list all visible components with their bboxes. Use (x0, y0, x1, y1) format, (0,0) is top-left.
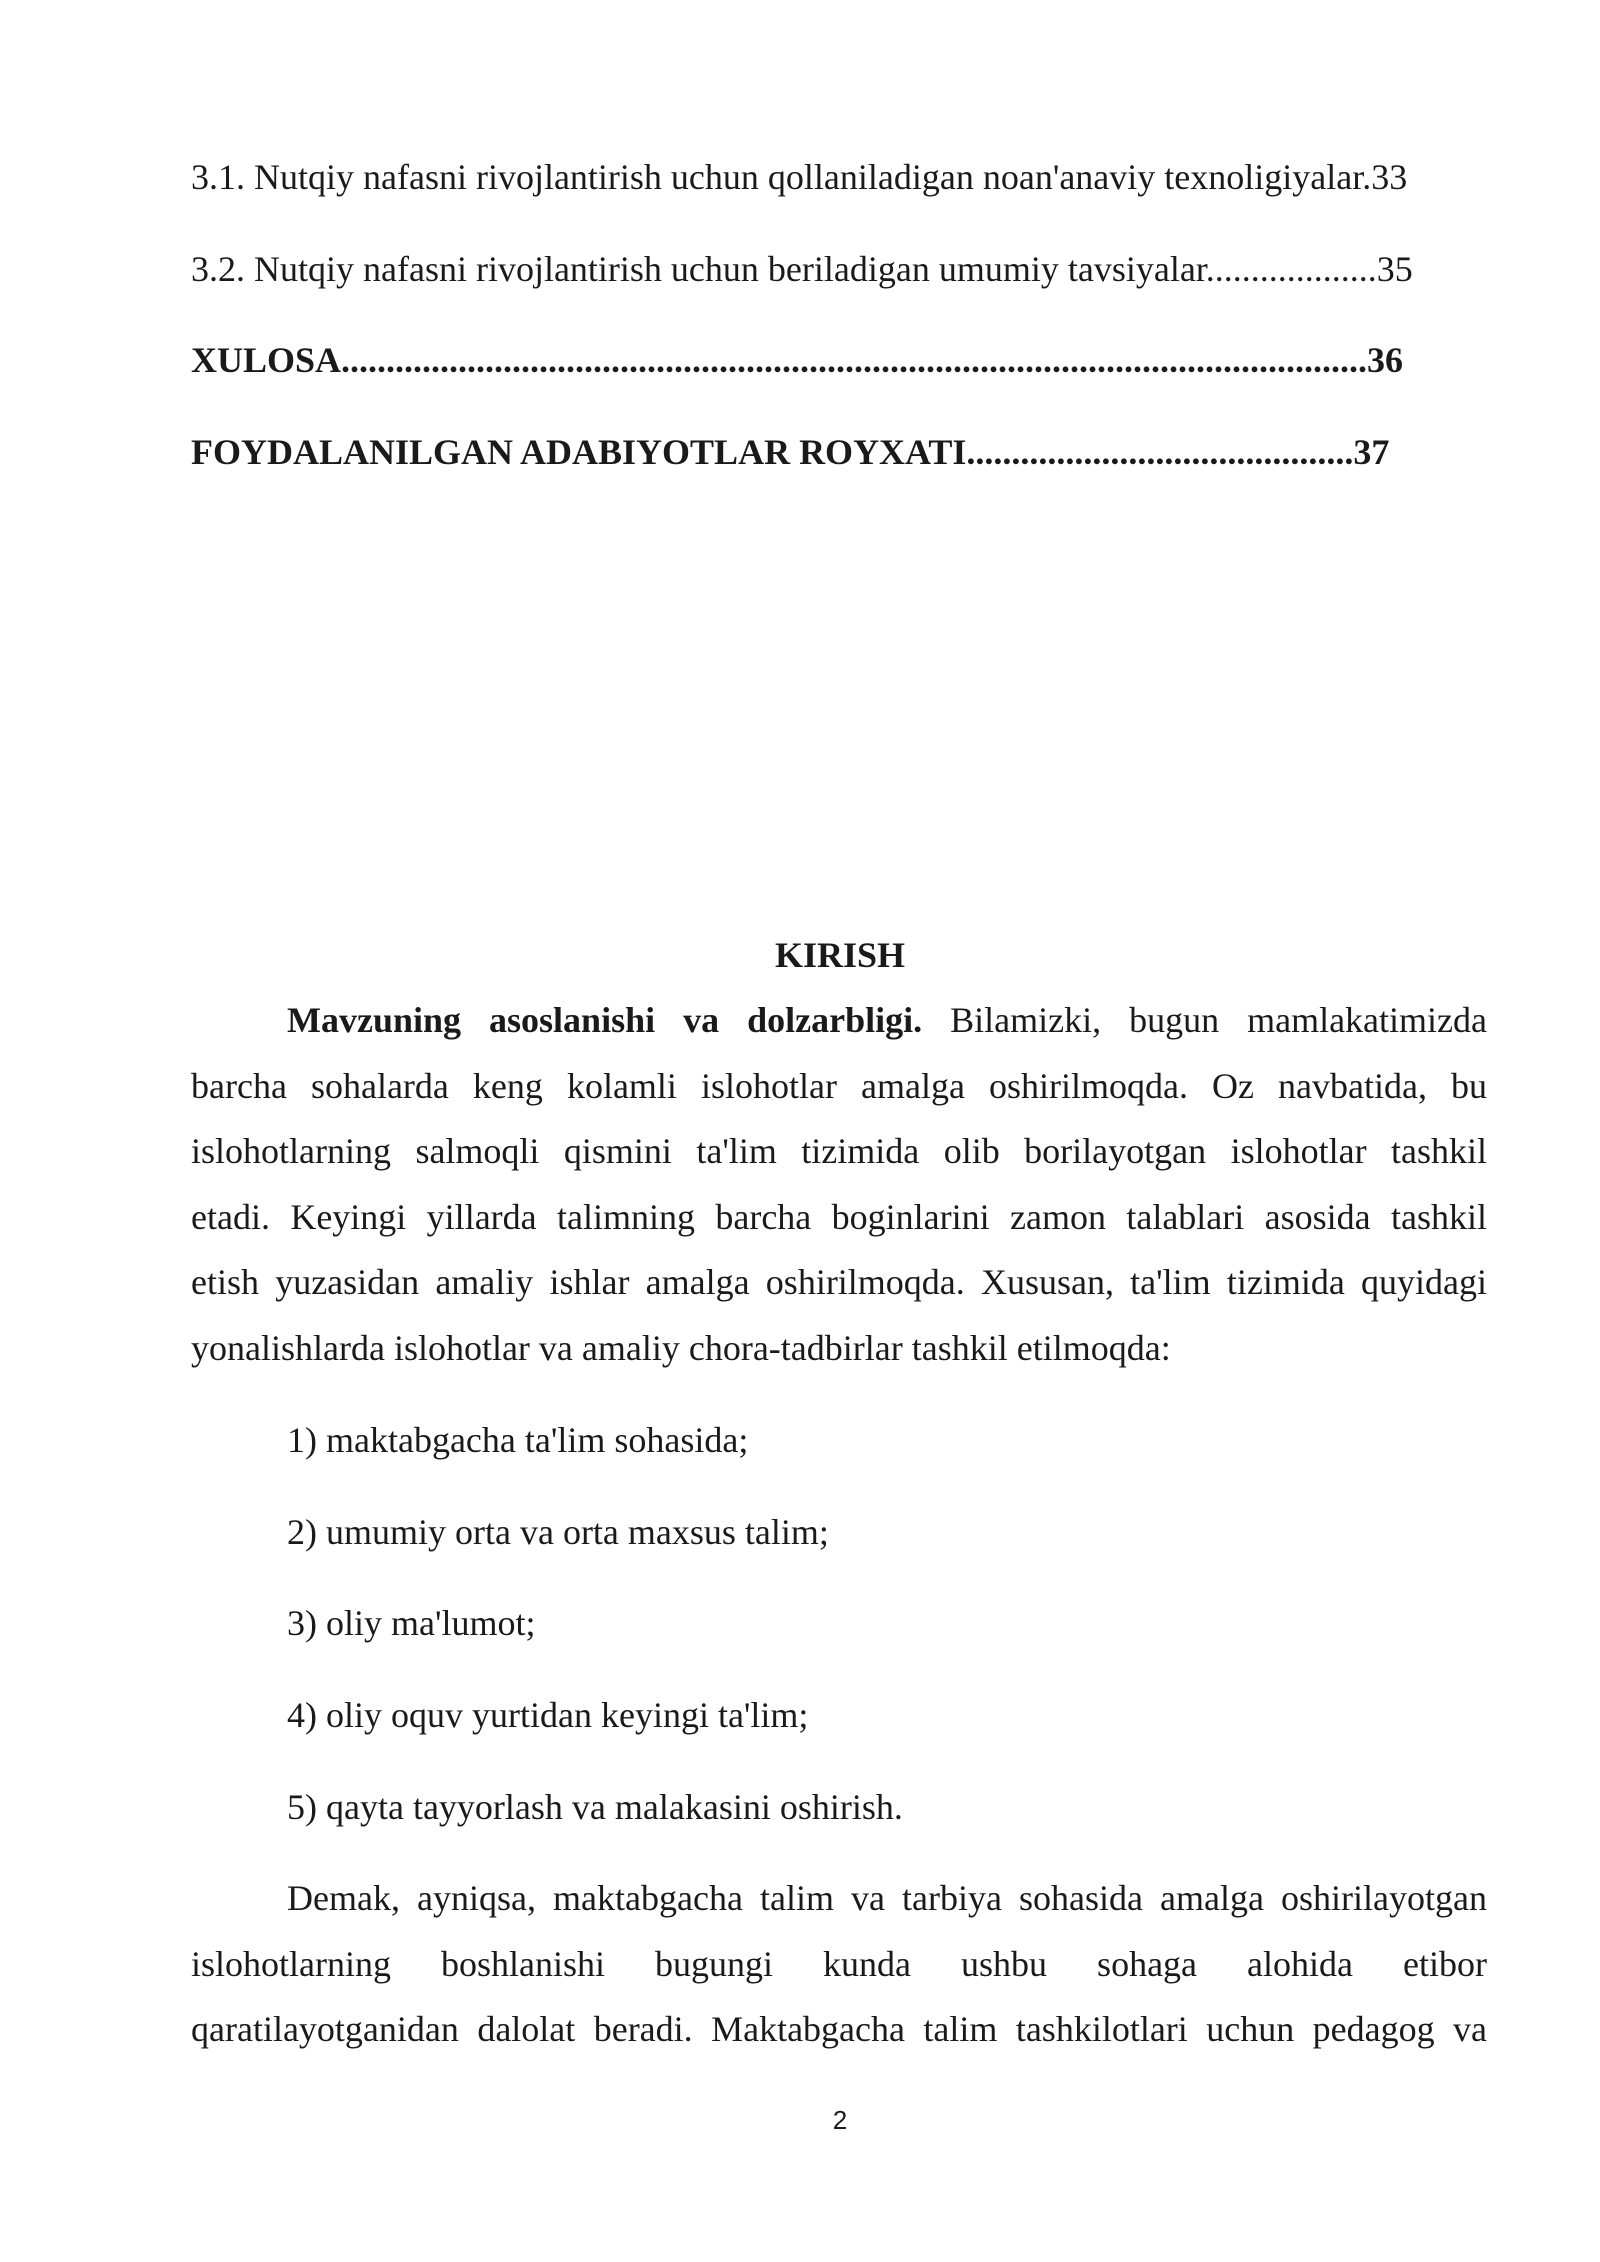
paragraph-line: yonalishlarda islohotlar va amaliy chora-tadbirlar tashkil etilmoqda: (191, 1327, 1171, 1368)
paragraph-line: barcha sohalarda keng kolamli islohotlar amalga oshirilmoqda. Oz navbatida, bu (191, 1065, 1487, 1106)
paragraph-line: etadi. Keyingi yillarda talimning barcha boginlarini zamon talablari asosida tashkil (191, 1196, 1487, 1237)
page-number: 2 (832, 2105, 848, 2135)
closing-paragraph (191, 1866, 1487, 2063)
section-heading: KIRISH (774, 935, 906, 975)
list-item: 2) umumiy orta va orta maxsus talim; (287, 1512, 829, 1552)
list-item: 1) maktabgacha ta'lim sohasida; (287, 1420, 749, 1460)
toc-entry-3-1: 3.1. Nutqiy nafasni rivojlantirish uchun qollaniladigan noan'anaviy texnoligiyalar.33 (191, 157, 1408, 197)
intro-paragraph (191, 988, 1487, 1381)
paragraph-line: islohotlarning boshlanishi bugungi kunda ushbu sohaga alohida etibor (191, 1943, 1487, 1984)
paragraph-line-text: Bilamizki, bugun mamlakatimizda (922, 1000, 1487, 1040)
list-item: 4) oliy oquv yurtidan keyingi ta'lim; (287, 1695, 809, 1735)
paragraph-line (191, 988, 1487, 1054)
paragraph-line: etish yuzasidan amaliy ishlar amalga oshirilmoqda. Xususan, ta'lim tizimida quyidagi (191, 1262, 1487, 1302)
paragraph-line: qaratilayotganidan dalolat beradi. Maktabgacha talim tashkilotlari uchun pedagog va (191, 2009, 1487, 2049)
paragraph-line: islohotlarning salmoqli qismini ta'lim tizimida olib borilayotgan islohotlar tashkil (191, 1131, 1487, 1171)
list-item: 5) qayta tayyorlash va malakasini oshirish. (287, 1787, 903, 1827)
paragraph-line: Demak, ayniqsa, maktabgacha talim va tarbiya sohasida amalga oshirilayotgan (287, 1878, 1487, 1918)
toc-entry-xulosa: XULOSA..................................................................................................................36 (191, 340, 1404, 380)
toc-entry-3-2: 3.2. Nutqiy nafasni rivojlantirish uchun beriladigan umumiy tavsiyalar...................35 (191, 249, 1413, 289)
toc-entry-adabiyotlar: FOYDALANILGAN ADABIYOTLAR ROYXATI...........................................37 (191, 432, 1390, 472)
list-item: 3) oliy ma'lumot; (287, 1603, 536, 1643)
intro-bold-lead: Mavzuning asoslanishi va dolzarbligi. (287, 1000, 923, 1040)
